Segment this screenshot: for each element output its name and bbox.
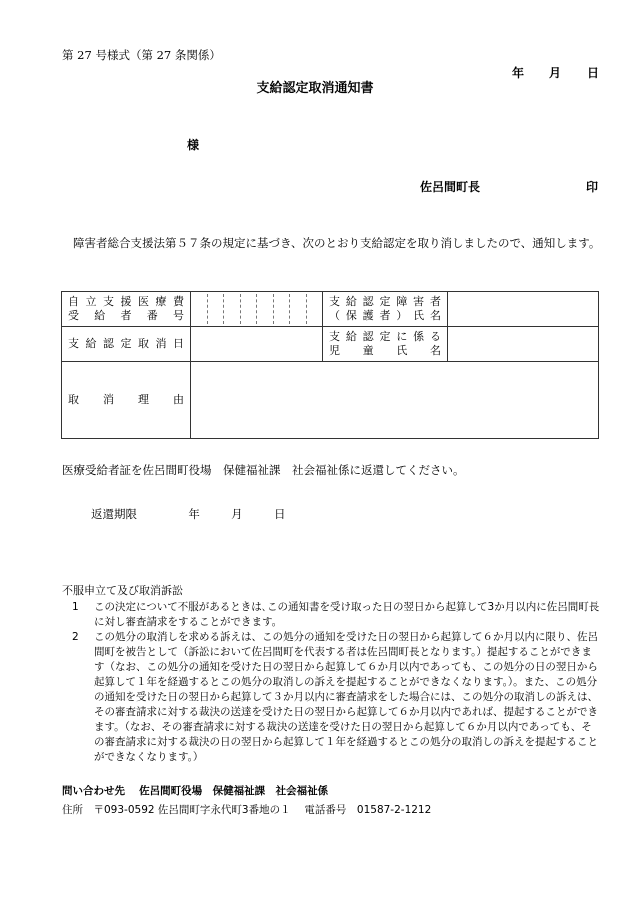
date-day-label: 日	[587, 66, 600, 80]
child-name-field[interactable]	[448, 327, 599, 362]
reason-label	[62, 362, 191, 439]
return-deadline	[91, 506, 285, 522]
digit-box[interactable]	[274, 294, 291, 324]
child-name-label-line2: 児童氏名	[329, 344, 441, 357]
document-title: 支給認定取消通知書	[256, 81, 374, 96]
recipient-honorific: 様	[187, 138, 200, 152]
item-number: 2	[72, 631, 79, 643]
cancel-date-label-text: 支給認定取消日	[68, 337, 184, 350]
digit-box[interactable]	[290, 294, 307, 324]
list-item	[62, 600, 602, 630]
cert-number-field[interactable]	[191, 292, 323, 327]
list-item	[62, 630, 602, 765]
cancel-date-label	[62, 327, 191, 362]
item-number: 1	[72, 601, 79, 613]
patient-name-label-line1: 支給認定障害者	[329, 295, 441, 308]
cert-number-label	[62, 292, 191, 327]
digit-box[interactable]	[224, 294, 241, 324]
appeal-section-title: 不服申立て及び取消訴訟	[62, 584, 183, 597]
item-text: この決定について不服があるときは､この通知書を受け取った日の翌日から起算して3か月以内に佐呂間町長に対し審査請求をすることができます。	[94, 601, 600, 628]
child-name-label	[323, 327, 448, 362]
notice-text: 障害者総合支援法第５７条の規定に基づき、次のとおり支給認定を取り消しましたので、通知します。	[73, 236, 601, 250]
cancel-date-field[interactable]	[191, 327, 323, 362]
patient-name-field[interactable]	[448, 292, 599, 327]
deadline-year-label: 年	[188, 507, 200, 521]
patient-name-label-line2: （保護者）氏名	[329, 309, 441, 322]
appeal-items	[62, 600, 602, 765]
deadline-month-label: 月	[231, 507, 243, 521]
digit-box[interactable]	[191, 294, 208, 324]
contact-address: 住所 〒093-0592 佐呂間町字永代町3番地の１ 電話番号 01587-2-1212	[62, 804, 432, 816]
return-instruction: 医療受給者証を佐呂間町役場 保健福祉課 社会福祉係に返還してください。	[62, 463, 465, 477]
digit-box[interactable]	[241, 294, 258, 324]
item-text: この処分の取消しを求める訴えは、この処分の通知を受けた日の翌日から起算して６か月以内に限り、佐呂間町を被告として（訴訟において佐呂間町を代表する者は佐呂間町長となります。）提起することができます（なお、この処分の通知を受けた日の翌日から起算して６か月以内であっても、この処分の日の翌日から起算して１年を経過するとこの処分の取消しの訴えを提起することができなくなります。）。また、この処分の通知を受けた日の翌日から起算して３か月以内に審査請求をした場合には、この処分の取消しの訴えは、その審査請求に対する裁決の送達を受けた日の翌日から起算して６か月以内であれば、提起することができます。（なお、その審査請求に対する裁決の送達を受けた日の翌日から起算して６か月以内であっても、その審査請求に対する裁決の日の翌日から起算して１年を経過するとこの処分の取消しの訴えを提起することができなくなります。）	[94, 631, 598, 763]
seal-mark: 印	[586, 180, 599, 194]
digit-box[interactable]	[208, 294, 225, 324]
cert-number-label-line2: 受給者番号	[68, 309, 184, 322]
reason-field[interactable]	[191, 362, 599, 439]
date-year-label: 年	[512, 66, 525, 80]
cert-number-label-line1: 自立支援医療費	[68, 295, 184, 308]
issuer-name: 佐呂間町長	[420, 180, 481, 194]
digit-box[interactable]	[257, 294, 274, 324]
certification-table	[61, 291, 599, 439]
contact-line: 問い合わせ先 佐呂間町役場 保健福祉課 社会福祉係	[62, 785, 329, 797]
form-number: 第 27 号様式（第 27 条関係）	[62, 48, 221, 62]
deadline-day-label: 日	[273, 507, 286, 521]
date-month-label: 月	[549, 66, 562, 80]
deadline-label: 返還期限	[91, 507, 137, 521]
child-name-label-line1: 支給認定に係る	[329, 330, 441, 343]
digit-box[interactable]	[307, 294, 323, 324]
patient-name-label	[323, 292, 448, 327]
reason-label-text: 取消理由	[68, 393, 184, 406]
